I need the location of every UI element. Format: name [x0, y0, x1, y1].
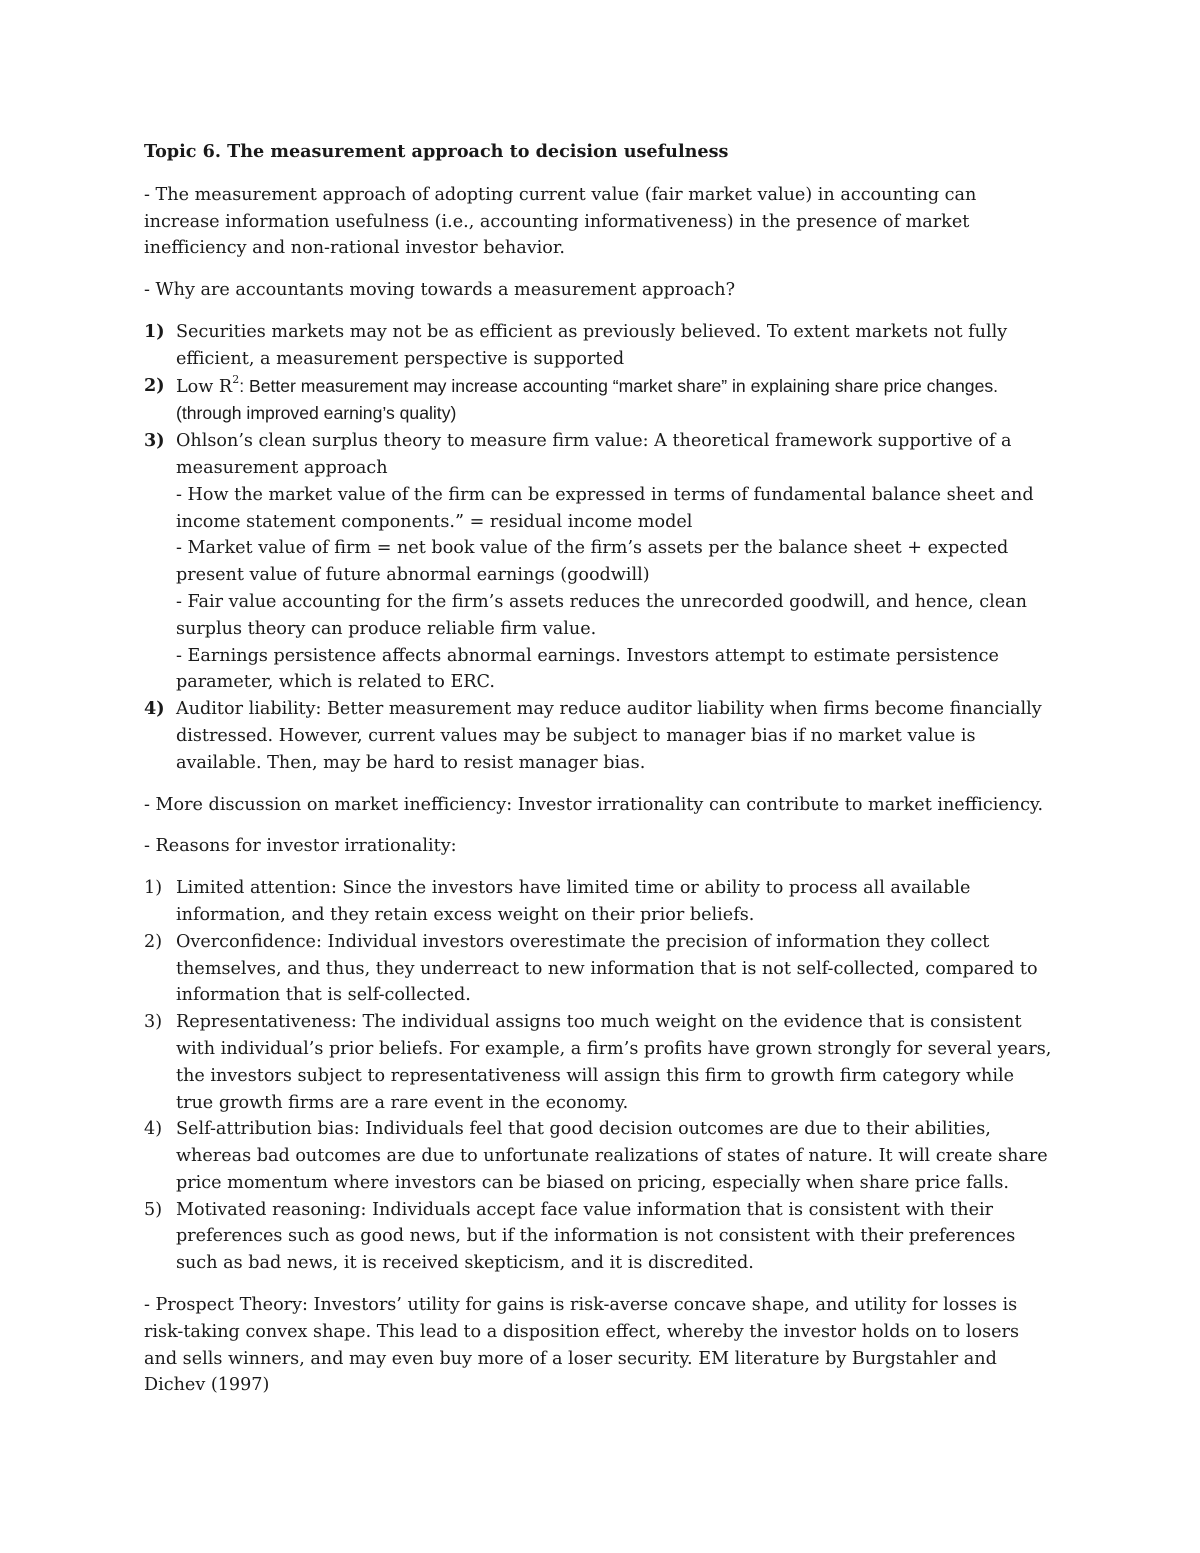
reason-item-3 — [144, 1009, 1056, 1116]
list-number: 1) — [144, 878, 163, 899]
list-number: 2) — [144, 374, 165, 396]
list-item-text-pre: Low R — [176, 376, 233, 397]
list-item-text: Securities markets may not be as efficient as previously believed. To extent markets not fully efficient, a measurement perspective is supported — [176, 321, 1008, 369]
inefficiency-paragraph: - More discussion on market inefficiency: Investor irrationality can contribute to market inefficiency. — [144, 794, 1044, 815]
reasons-list — [144, 875, 1056, 1277]
why-item-2 — [144, 373, 1056, 429]
reason-item-2 — [144, 929, 1056, 1009]
page-title: Topic 6. The measurement approach to decision usefulness — [144, 141, 729, 162]
list-item-text: Auditor liability: Better measurement may reduce auditor liability when firms become financially distressed. However, current values may be subject to manager bias if no market value is available. Then, may be hard to resist manager bias. — [176, 699, 1042, 773]
list-number: 2) — [144, 931, 163, 952]
why-list — [144, 319, 1056, 777]
prospect-paragraph: - Prospect Theory: Investors’ utility for gains is risk-averse concave shape, and utility for losses is risk-taking convex shape. This lead to a disposition effect, whereby the investor holds on to losers and sells winners, and may even buy more of a loser security. EM literature by Burgstahler and Dichev (1997) — [144, 1295, 1019, 1396]
superscript: 2 — [232, 372, 240, 386]
reason-item-4 — [144, 1116, 1056, 1196]
sub-point: - Fair value accounting for the firm’s assets reduces the unrecorded goodwill, and hence, clean surplus theory can produce reliable firm value. — [176, 591, 1027, 639]
sub-point: - How the market value of the firm can be expressed in terms of fundamental balance sheet and income statement components.” = residual income model — [176, 484, 1034, 532]
list-item-text: Representativeness: The individual assigns too much weight on the evidence that is consistent with individual’s prior beliefs. For example, a firm’s profits have grown strongly for several years, the investors subject to representativeness will assign this firm to growth firm category while true growth firms are a rare event in the economy. — [176, 1012, 1052, 1113]
reasons-heading: - Reasons for investor irrationality: — [144, 836, 457, 857]
sub-point: - Market value of firm = net book value of the firm’s assets per the balance sheet + expected present value of future abnormal earnings (goodwill) — [176, 538, 1009, 586]
list-item-text: Motivated reasoning: Individuals accept face value information that is consistent with their preferences such as good news, but if the information is not consistent with their preferences such as bad news, it is received skepticism, and it is discredited. — [176, 1199, 1016, 1274]
list-number: 4) — [144, 698, 165, 720]
list-item-text: Overconfidence: Individual investors overestimate the precision of information they collect themselves, and thus, they underreact to new information that is not self-collected, compared to information that is self-collected. — [176, 931, 1038, 1006]
sub-point: - Earnings persistence affects abnormal earnings. Investors attempt to estimate persistence parameter, which is related to ERC. — [176, 645, 999, 693]
why-heading: - Why are accountants moving towards a measurement approach? — [144, 280, 736, 301]
list-number: 3) — [144, 430, 165, 452]
list-number: 5) — [144, 1199, 163, 1220]
list-item-text: Self-attribution bias: Individuals feel that good decision outcomes are due to their abilities, whereas bad outcomes are due to unfortunate realizations of states of nature. It will create share price momentum where investors can be biased on pricing, especially when share price falls. — [176, 1119, 1048, 1193]
list-item-text: Limited attention: Since the investors have limited time or ability to process all available information, and they retain excess weight on their prior beliefs. — [176, 878, 971, 925]
list-number: 4) — [144, 1119, 163, 1140]
list-number: 1) — [144, 320, 165, 342]
intro-paragraph: - The measurement approach of adopting current value (fair market value) in accounting can increase information usefulness (i.e., accounting informativeness) in the presence of market inefficiency and non-rational investor behavior. — [144, 184, 977, 259]
why-item-3 — [144, 428, 1056, 696]
list-number: 3) — [144, 1012, 163, 1033]
list-item-text-post: : Better measurement may increase accounting “market share” in explaining share price changes. (through improved earning’s quality) — [176, 375, 999, 424]
why-item-4 — [144, 696, 1056, 776]
document-page — [144, 139, 1056, 1414]
reason-item-1 — [144, 875, 1056, 929]
list-item-text: Ohlson’s clean surplus theory to measure firm value: A theoretical framework supportive of a measurement approach — [176, 431, 1012, 478]
why-item-1 — [144, 319, 1056, 373]
reason-item-5 — [144, 1197, 1056, 1277]
